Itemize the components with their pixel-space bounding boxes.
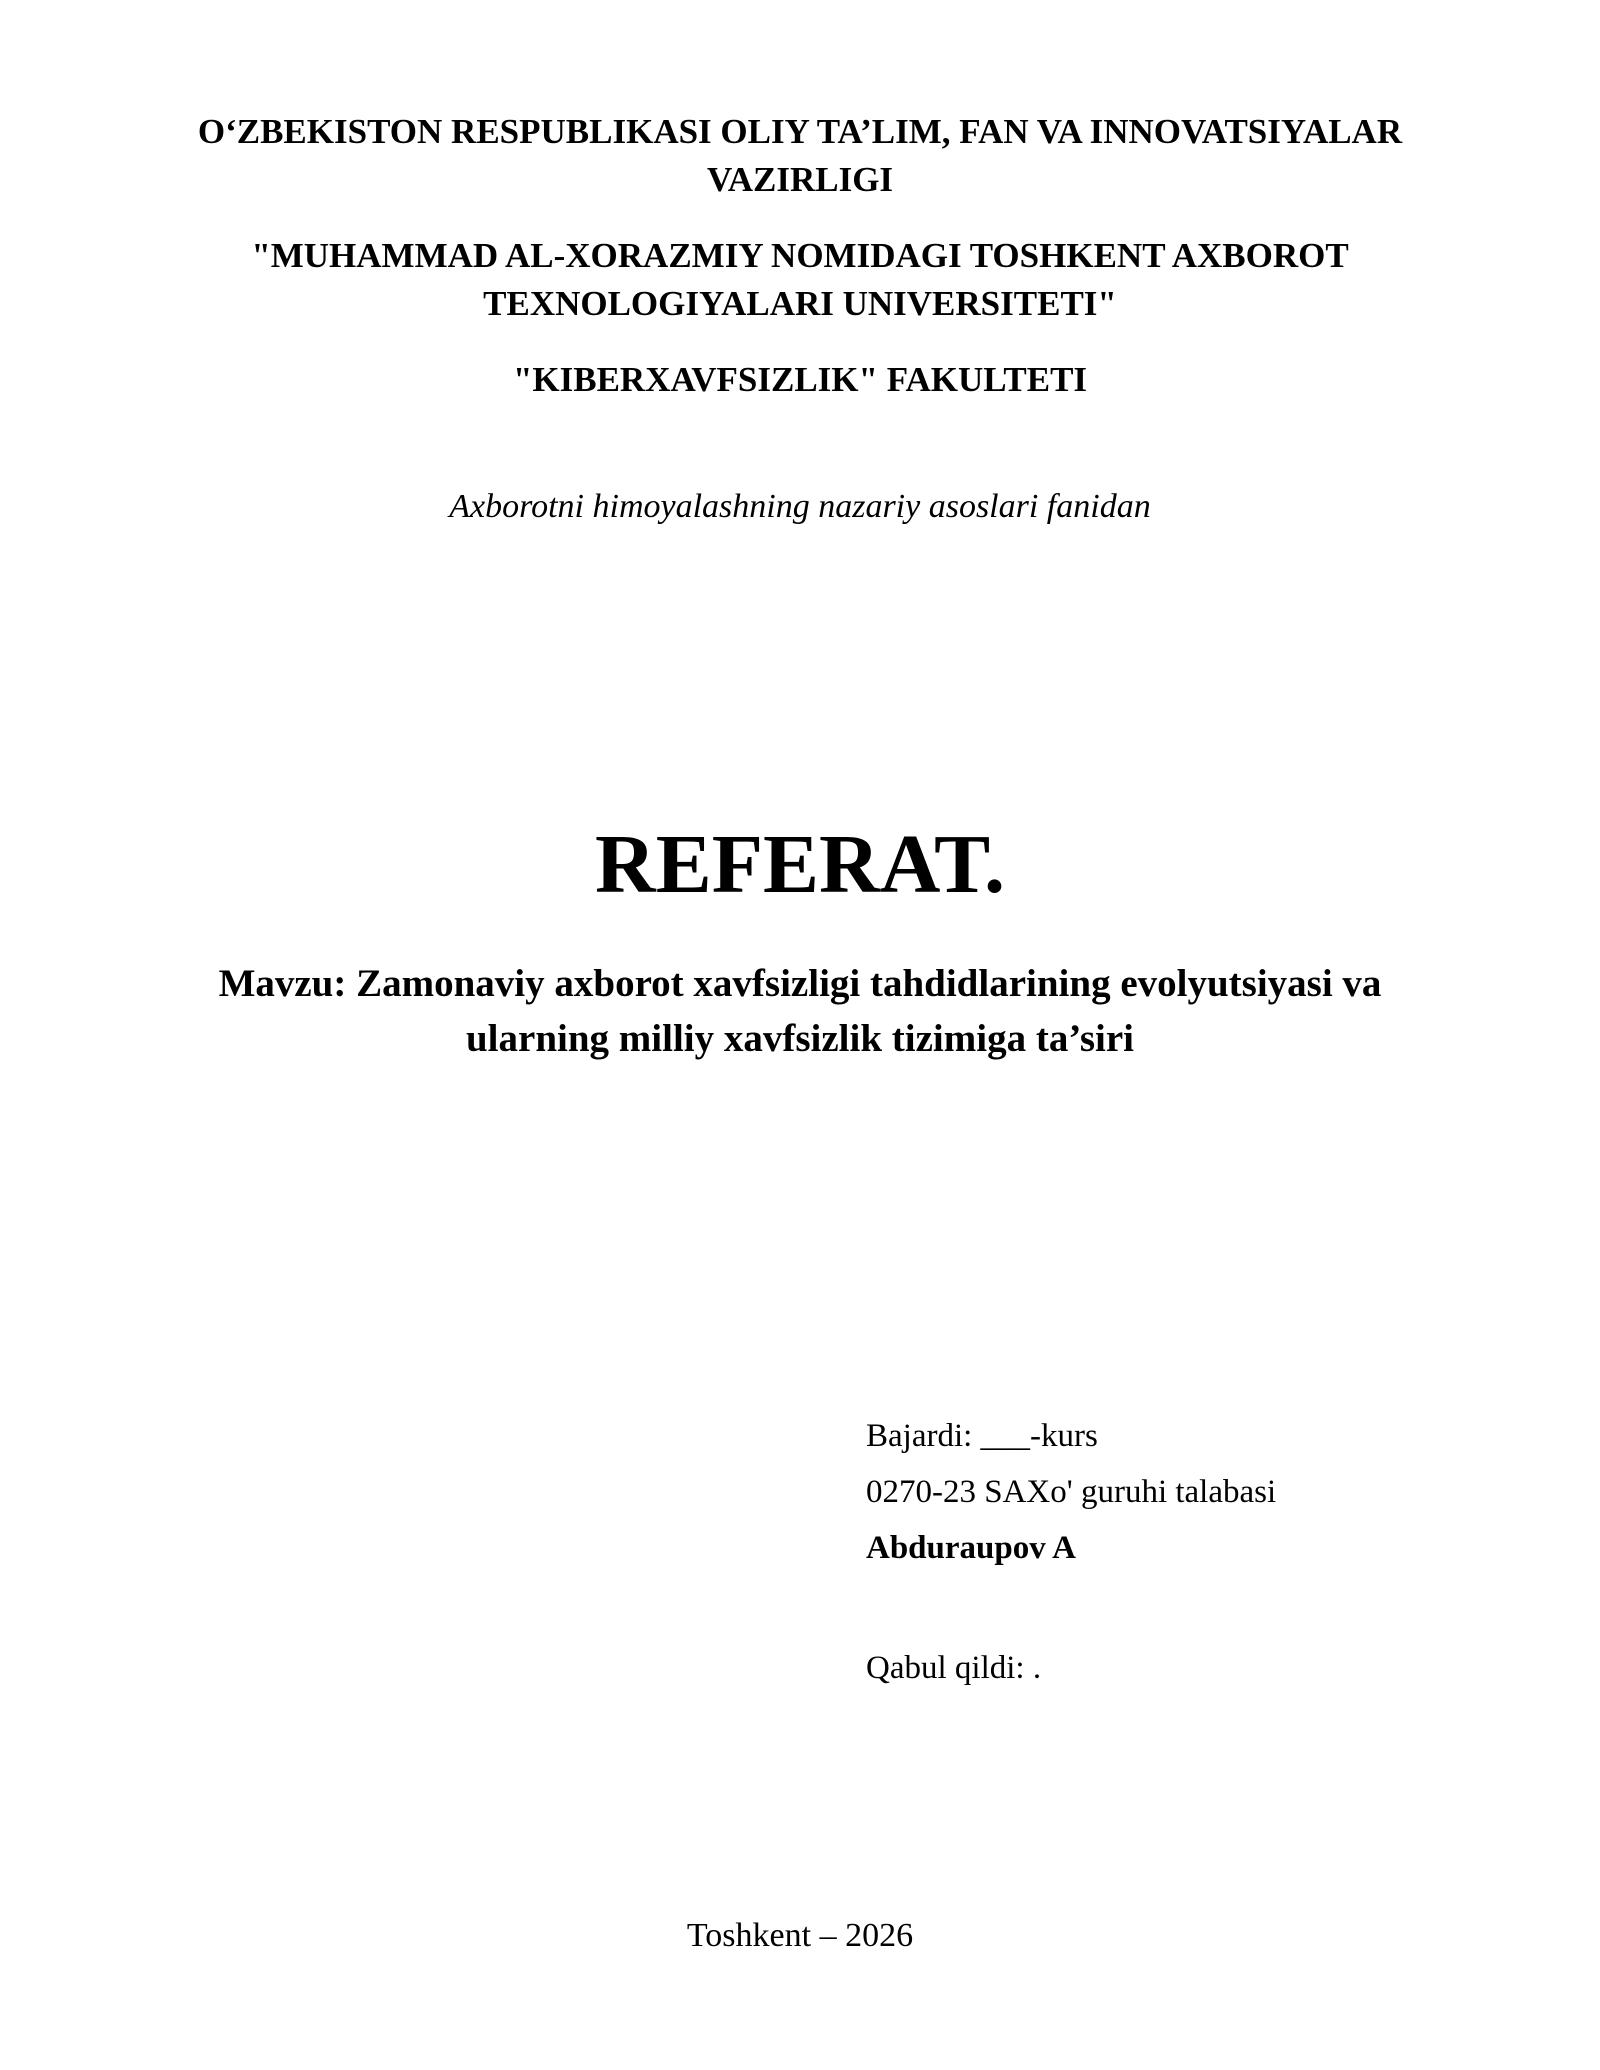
accepted-by-line: Qabul qildi: . xyxy=(866,1650,1042,1686)
document-type-title: REFERAT. xyxy=(595,818,1005,911)
performed-by-line: Bajardi: ___-kurs xyxy=(866,1418,1098,1454)
topic-heading: Mavzu: Zamonaviy axborot xavfsizligi tahdidlarining evolyutsiyasi va ularning milliy xavfsizlik tizimiga ta’siri xyxy=(218,962,1382,1060)
university-title: "MUHAMMAD AL-XORAZMIY NOMIDAGI TOSHKENT AXBOROT TEXNOLOGIYALARI UNIVERSITETI" xyxy=(251,236,1349,323)
faculty-title: "KIBERXAVFSIZLIK" FAKULTETI xyxy=(512,360,1088,399)
student-name: Abduraupov A xyxy=(866,1530,1077,1566)
subject-line: Axborotni himoyalashning nazariy asoslari fanidan xyxy=(449,488,1151,525)
student-group-line: 0270-23 SAXo' guruhi talabasi xyxy=(866,1474,1277,1510)
place-year-footer: Toshkent – 2026 xyxy=(686,1917,914,1954)
ministry-title: O‘ZBEKISTON RESPUBLIKASI OLIY TA’LIM, FAN VA INNOVATSIYALAR VAZIRLIGI xyxy=(197,112,1403,199)
